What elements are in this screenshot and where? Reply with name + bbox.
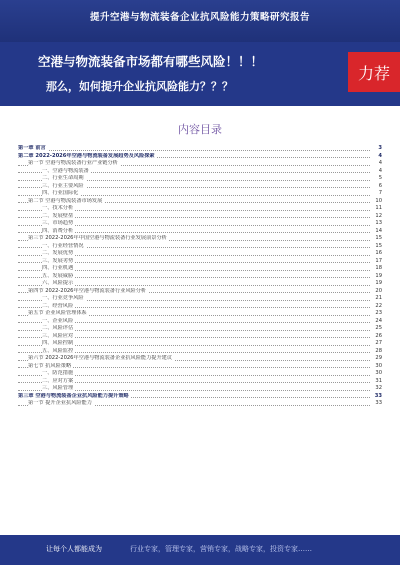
toc-entry-page: 30 xyxy=(375,370,382,376)
toc-entry-page: 18 xyxy=(375,265,382,271)
toc-entry[interactable] xyxy=(18,160,382,168)
toc-entry-text: 一、行业经营情况 xyxy=(42,242,84,249)
toc-entry[interactable] xyxy=(18,325,382,333)
toc-entry-page: 15 xyxy=(375,242,382,249)
toc-entry-page: 4 xyxy=(378,160,382,166)
toc-entry-text: 五、发展威胁 xyxy=(42,272,74,279)
toc-entry-page: 32 xyxy=(375,385,382,391)
toc-leader xyxy=(18,150,370,151)
toc-entry-text: 第一章 前言 xyxy=(18,145,46,151)
toc-entry[interactable] xyxy=(18,273,382,281)
toc-entry[interactable] xyxy=(18,340,382,348)
toc-entry[interactable] xyxy=(18,145,382,153)
toc-entry-page: 31 xyxy=(375,377,382,384)
toc-entry[interactable] xyxy=(18,168,382,176)
toc-entry-text: 二、风险评估 xyxy=(42,325,74,331)
toc-entry[interactable] xyxy=(18,175,382,183)
toc-entry-text: 二、发展优势 xyxy=(42,250,74,256)
toc-entry-text: 第六节 2022-2026年空港与物流装备企业抗风险能力提升建议 xyxy=(28,355,173,361)
toc-entry-text: 第二章 2022-2026年空港与物流装备发展趋势及风险探索 xyxy=(18,152,155,159)
toc-entry[interactable] xyxy=(18,333,382,341)
toc-entry-text: 第四节 2022-2026年空港与物流装备行业风险分析 xyxy=(28,287,147,294)
toc-entry-text: 四、消费分析 xyxy=(42,227,74,234)
toc-entry-text: 二、应对方案 xyxy=(42,377,74,384)
toc-entry-page: 33 xyxy=(374,392,382,399)
toc-entry-page: 3 xyxy=(378,145,382,151)
toc-entry-text: 第一节 空港与物流装备行业产业链分析 xyxy=(28,160,118,166)
toc-entry[interactable] xyxy=(18,250,382,258)
toc-entry[interactable] xyxy=(18,235,382,243)
toc-entry-text: 三、风险管理 xyxy=(42,385,74,391)
toc-entry[interactable] xyxy=(18,243,382,251)
toc-entry-page: 17 xyxy=(375,257,382,264)
toc-entry-text: 五、风险监控 xyxy=(42,347,74,354)
toc-entry-page: 25 xyxy=(375,325,382,331)
toc-entry-text: 第三章 空港与物流装备企业抗风险能力提升策略 xyxy=(18,392,129,399)
toc-entry-text: 第三节 2022-2026年中国空港与物流装备行业发展前景分析 xyxy=(28,235,167,241)
toc-entry-text: 二、经营风险 xyxy=(42,302,74,309)
toc-entry[interactable] xyxy=(18,213,382,221)
toc-entry[interactable] xyxy=(18,303,382,311)
toc-entry-page: 7 xyxy=(378,190,382,196)
toc-entry[interactable] xyxy=(18,370,382,378)
toc-entry-text: 三、市场趋势 xyxy=(42,220,74,226)
toc-entry-page: 26 xyxy=(375,332,382,339)
toc-entry[interactable] xyxy=(18,280,382,288)
toc-entry-text: 三、风险应对 xyxy=(42,332,74,339)
toc-entry-text: 第二节 空港与物流装备市场发展 xyxy=(28,197,103,204)
toc-entry-page: 16 xyxy=(375,250,382,256)
toc-entry-page: 30 xyxy=(375,362,382,369)
toc-entry-text: 四、风险控制 xyxy=(42,340,74,346)
toc-entry[interactable] xyxy=(18,220,382,228)
toc-entry-text: 第七节 抗风险策略 xyxy=(28,362,72,369)
headline-banner xyxy=(0,42,400,106)
toc-entry[interactable] xyxy=(18,205,382,213)
toc-entry-text: 六、风险提示 xyxy=(42,280,74,286)
toc-entry-text: 第五节 企业风险管理体系 xyxy=(28,310,87,316)
toc-entry[interactable] xyxy=(18,393,382,401)
toc-entry-page: 27 xyxy=(375,340,382,346)
toc-entry-page: 33 xyxy=(375,400,382,406)
toc-entry-text: 一、企业风险 xyxy=(42,317,74,324)
toc-entry-page: 11 xyxy=(375,205,382,211)
toc-entry-page: 19 xyxy=(375,272,382,279)
toc-entry[interactable] xyxy=(18,153,382,161)
toc-entry[interactable] xyxy=(18,400,382,408)
toc-title: 内容目录 xyxy=(178,123,222,136)
toc-entry-page: 23 xyxy=(375,310,382,316)
toc-entry[interactable] xyxy=(18,265,382,273)
toc-entry-page: 21 xyxy=(375,295,382,301)
report-title: 提升空港与物流装备企业抗风险能力策略研究报告 xyxy=(89,12,310,23)
toc-entry[interactable] xyxy=(18,288,382,296)
toc-entry-page: 19 xyxy=(375,280,382,286)
table-of-contents xyxy=(18,145,382,408)
toc-entry-page: 12 xyxy=(375,212,382,219)
toc-entry-text: 一、空港与物流装备 xyxy=(42,167,89,174)
toc-entry[interactable] xyxy=(18,258,382,266)
toc-entry-page: 14 xyxy=(375,227,382,234)
toc-entry-page: 15 xyxy=(375,235,382,241)
toc-entry[interactable] xyxy=(18,385,382,393)
toc-entry-text: 三、发展劣势 xyxy=(42,257,74,264)
top-bar xyxy=(0,0,400,42)
toc-entry-page: 4 xyxy=(378,152,382,159)
recommend-stamp: 力荐 xyxy=(348,52,400,92)
toc-entry[interactable] xyxy=(18,378,382,386)
headline-secondary: 那么，如何提升企业抗风险能力？？？ xyxy=(46,80,233,93)
toc-entry[interactable] xyxy=(18,310,382,318)
footer-slogan: 让每个人都能成为 xyxy=(46,545,102,553)
toc-entry-text: 四、行业机遇 xyxy=(42,265,74,271)
toc-entry-page: 5 xyxy=(378,175,382,181)
toc-entry-page: 13 xyxy=(375,220,382,226)
toc-entry-page: 6 xyxy=(378,182,382,189)
toc-entry-page: 10 xyxy=(375,197,382,204)
footer-bar xyxy=(0,535,400,565)
toc-entry-page: 20 xyxy=(375,287,382,294)
toc-entry[interactable] xyxy=(18,190,382,198)
toc-entry-text: 四、行业国际化 xyxy=(42,190,79,196)
toc-entry-page: 4 xyxy=(378,167,382,174)
toc-entry[interactable] xyxy=(18,363,382,371)
toc-entry[interactable] xyxy=(18,355,382,363)
toc-entry-text: 一、防范措施 xyxy=(42,370,74,376)
toc-entry-page: 22 xyxy=(375,302,382,309)
toc-entry-text: 第一节 提升企业抗风险能力 xyxy=(28,400,92,406)
toc-entry-text: 二、行业生命周期 xyxy=(42,175,84,181)
toc-entry-text: 一、行业竞争风险 xyxy=(42,295,84,301)
toc-entry-page: 24 xyxy=(375,317,382,324)
toc-entry-text: 三、行业主要风险 xyxy=(42,182,84,189)
toc-entry-page: 29 xyxy=(375,355,382,361)
footer-roles: 行业专家，管理专家，营销专家，战略专家，投资专家…… xyxy=(130,545,312,553)
toc-entry-page: 28 xyxy=(375,347,382,354)
toc-entry[interactable] xyxy=(18,228,382,236)
toc-entry[interactable] xyxy=(18,348,382,356)
toc-entry[interactable] xyxy=(18,198,382,206)
toc-entry-text: 二、发展壁垒 xyxy=(42,212,74,219)
headline-primary: 空港与物流装备市场都有哪些风险！！！ xyxy=(38,54,264,69)
toc-entry[interactable] xyxy=(18,183,382,191)
toc-entry[interactable] xyxy=(18,295,382,303)
toc-entry-text: 一、技术分析 xyxy=(42,205,74,211)
toc-entry[interactable] xyxy=(18,318,382,326)
